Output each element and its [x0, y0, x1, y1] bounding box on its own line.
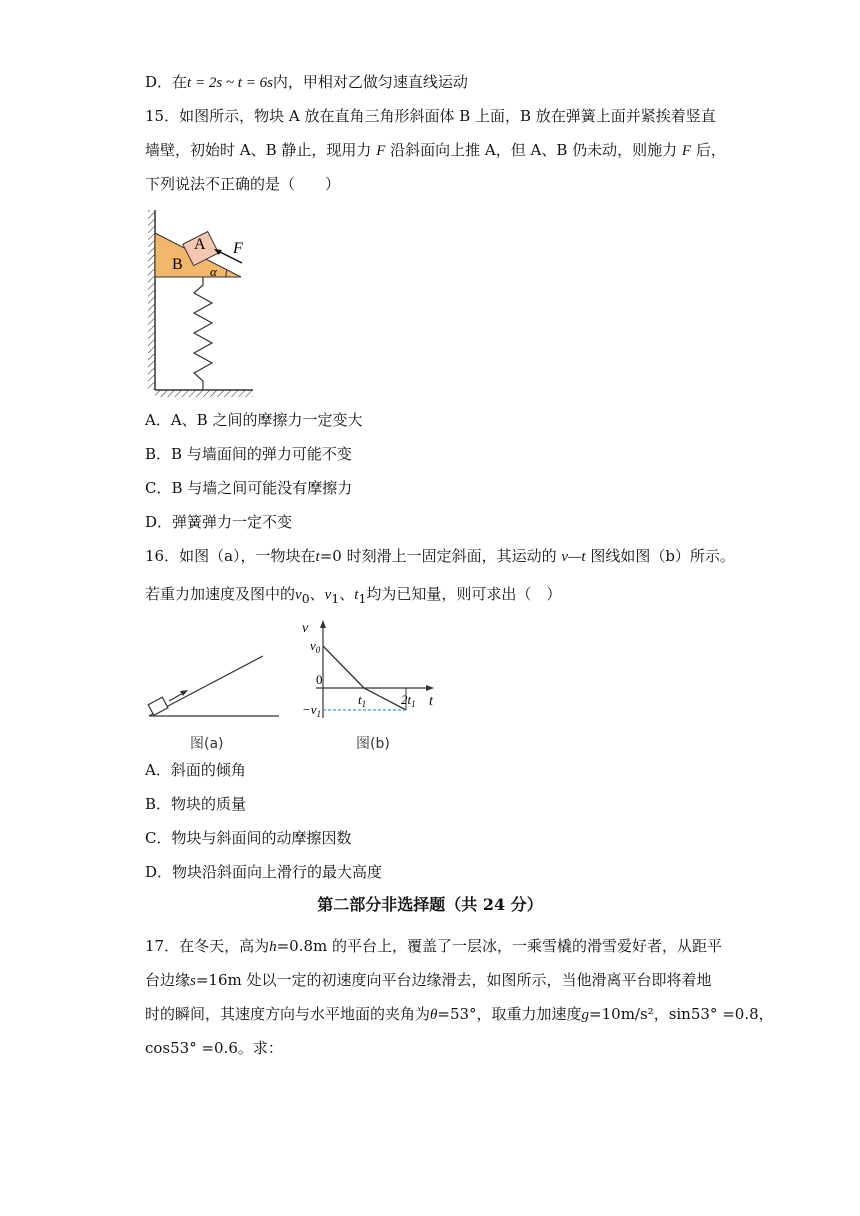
fig-b-caption: 图(b)	[356, 736, 390, 752]
q17-stem-line3: 时的瞬间，其速度方向与水平地面的夹角为θ=53°，取重力加速度g=10m/s²，sin53° =0.8，	[145, 1005, 774, 1023]
fig-a-caption: 图(a)	[190, 736, 224, 752]
wall-hatch	[148, 210, 155, 390]
axis-v-label: v	[302, 621, 309, 636]
spring	[194, 277, 212, 390]
incline-block	[148, 697, 168, 715]
label-a: A	[194, 236, 206, 253]
axis-t-label: t	[429, 694, 433, 709]
q15-stem-line2: 墙壁，初始时 A、B 静止，现用力 F 沿斜面向上推 A，但 A、B 仍未动，则施力 F 后，	[145, 141, 726, 159]
q15-stem-line3: 下列说法不正确的是（ ）	[145, 175, 341, 193]
velocity-arrow-head	[180, 690, 188, 696]
q16-figure-b	[298, 618, 448, 728]
neg-v1-label: $-v_1$	[302, 702, 322, 719]
label-b: B	[172, 256, 183, 273]
ground-hatch	[155, 390, 253, 397]
q16-figure-a	[145, 648, 285, 723]
q14-time-range: t = 2s ~ t = 6s	[187, 75, 273, 91]
q15-stem-line1: 15．如图所示，物块 A 放在直角三角形斜面体 B 上面，B 放在弹簧上面并紧挨着竖直	[145, 107, 716, 125]
q17-stem-line4: cos53° =0.6。求：	[145, 1039, 283, 1057]
q17-stem-line2: 台边缘s=16m 处以一定的初速度向平台边缘滑去，如图所示，当他滑离平台即将着地	[145, 971, 712, 989]
v0-label: $v_0$	[310, 638, 321, 655]
v-axis-arrow	[320, 620, 326, 628]
q15-option-a[interactable]: A．A、B 之间的摩擦力一定变大	[145, 411, 363, 429]
t-axis-arrow	[426, 685, 434, 691]
origin-label: 0	[316, 672, 323, 687]
q16-option-a[interactable]: A．斜面的倾角	[145, 761, 246, 779]
q16-stem-line1: 16．如图（a），一物块在t=0 时刻滑上一固定斜面，其运动的 v—t 图线如图（b）所示。	[145, 547, 735, 565]
q17-stem-line1: 17．在冬天，高为h=0.8m 的平台上，覆盖了一层冰，一乘雪橇的滑雪爱好者，从距平	[145, 937, 723, 955]
q16-option-c[interactable]: C．物块与斜面间的动摩擦因数	[145, 829, 352, 847]
label-alpha: α	[210, 264, 217, 279]
q16-stem-line2: 若重力加速度及图中的$v_0$、$v_1$、$t_1$均为已知量，则可求出（ ）	[145, 585, 562, 606]
vt-segment-up	[323, 646, 364, 688]
q15-option-c[interactable]: C．B 与墙之间可能没有摩擦力	[145, 479, 353, 497]
q16-option-b[interactable]: B．物块的质量	[145, 795, 247, 813]
t1-label: $t_1$	[358, 692, 367, 709]
q14-option-d: D．在t = 2s ~ t = 6s内，甲相对乙做匀速直线运动	[145, 73, 468, 91]
vt-segment-down	[364, 688, 406, 710]
q15-option-d[interactable]: D．弹簧弹力一定不变	[145, 513, 293, 531]
t2-label: $2t_1$	[401, 692, 416, 709]
section2-title: 第二部分非选择题（共 24 分）	[317, 895, 543, 914]
q15-option-b[interactable]: B．B 与墙面间的弹力可能不变	[145, 445, 352, 463]
q15-figure	[140, 205, 270, 400]
label-f: F	[233, 240, 243, 257]
q16-option-d[interactable]: D．物块沿斜面向上滑行的最大高度	[145, 863, 383, 881]
